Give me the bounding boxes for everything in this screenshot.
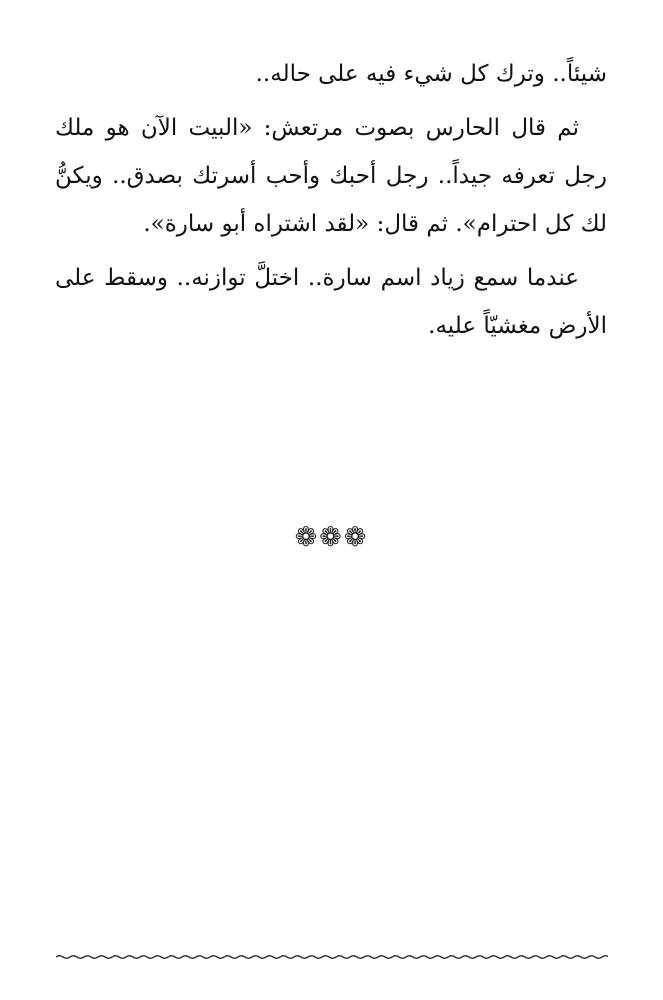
paragraph-1: شيئاً.. وترك كل شيء فيه على حاله.. xyxy=(255,61,607,87)
section-divider-ornament: ❁❁❁ xyxy=(294,522,369,553)
paragraph-3: عندما سمع زياد اسم سارة.. اختلَّ توازنه.. وسقط على الأرض مغشيّاً عليه. xyxy=(55,265,607,339)
paragraph-2: ثم قال الحارس بصوت مرتعش: «البيت الآن هو ملك رجل تعرفه جيداً.. رجل أحبك وأحب أسرتك بصدق.. ويكنُّ لك كل احترام». ثم قال: «لقد اشتراه أبو سارة». xyxy=(55,115,607,237)
footer-wavy-rule xyxy=(56,950,608,964)
book-page-text xyxy=(55,50,607,356)
